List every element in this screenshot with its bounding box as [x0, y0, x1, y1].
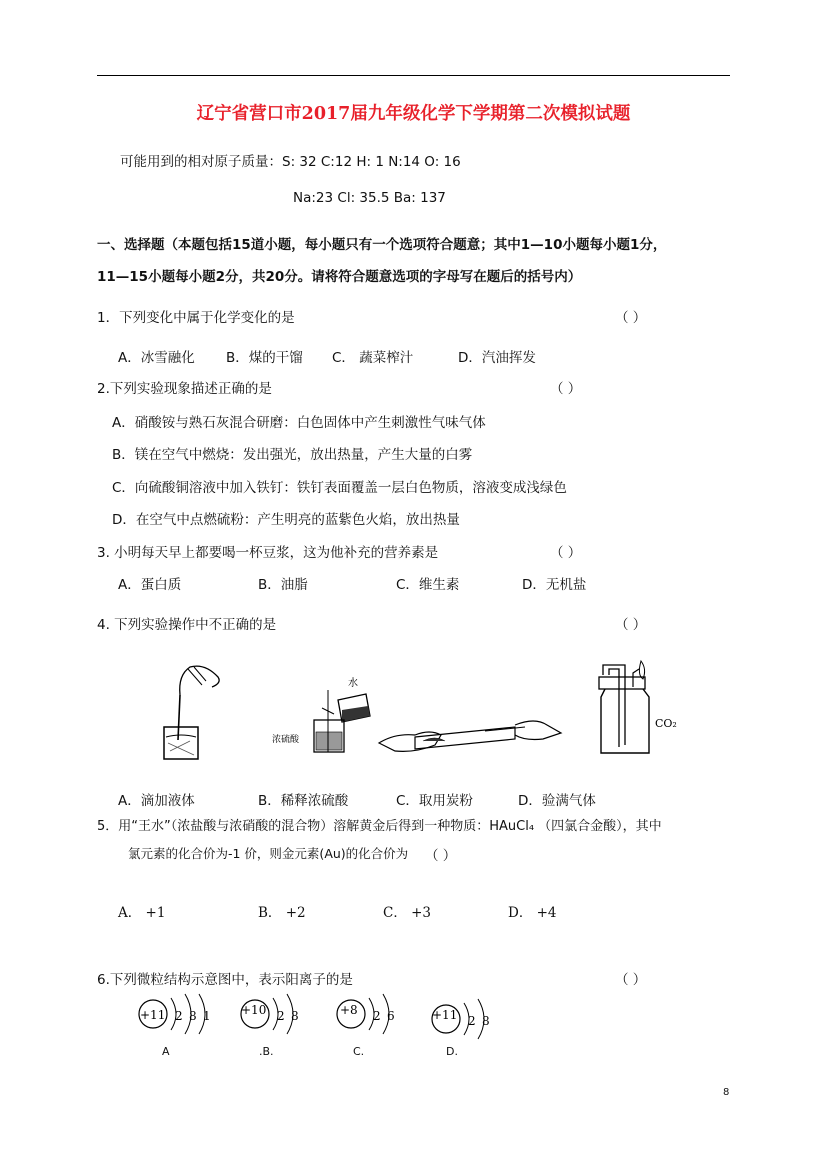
page-number: 8 [723, 1087, 730, 1098]
q3-option-d: D．无机盐 [522, 577, 587, 593]
q5-option-d: D． +4 [508, 905, 557, 921]
atom-b-shell-2: 8 [291, 1009, 299, 1023]
q3-option-b: B．油脂 [258, 577, 308, 593]
atom-diagram-b [237, 990, 307, 1035]
q1-option-d: D．汽油挥发 [458, 350, 536, 366]
atom-d-shell-2: 8 [482, 1014, 490, 1028]
figure-d-co2-label: CO₂ [655, 717, 677, 730]
q6-stem: 6.下列微粒结构示意图中，表示阳离子的是 [97, 972, 353, 988]
figure-b-acid-label: 浓硫酸 [272, 735, 300, 745]
atom-b-shell-1: 2 [277, 1009, 285, 1023]
q4-option-c: C．取用炭粉 [396, 793, 473, 809]
q2-option-c: C．向硫酸铜溶液中加入铁钉：铁钉表面覆盖一层白色物质，溶液变成浅绿色 [112, 480, 567, 496]
q4-option-d: D．验满气体 [518, 793, 596, 809]
atom-diagram-c [333, 990, 403, 1035]
q2-stem: 2.下列实验现象描述正确的是 [97, 381, 272, 397]
atom-b-nucleus: +10 [241, 1003, 267, 1017]
atom-label-b: .B. [259, 1045, 274, 1058]
q5-option-c: C． +3 [383, 905, 432, 921]
top-rule [97, 75, 730, 76]
atom-diagram-d [428, 995, 498, 1040]
q6-answer-paren: （ ） [615, 972, 647, 988]
q2-answer-paren: （ ） [550, 381, 582, 397]
atom-d-shell-1: 2 [468, 1014, 476, 1028]
figure-d-gas-bottle [595, 655, 685, 760]
atom-label-c: C. [353, 1045, 365, 1058]
atom-a-shell-3: 1 [203, 1009, 211, 1023]
atom-a-shell-2: 8 [189, 1009, 197, 1023]
q5-stem-line-2: 氯元素的化合价为-1 价，则金元素(Au)的化合价为 [128, 846, 409, 861]
page-title: 辽宁省营口市2017届九年级化学下学期第二次模拟试题 [196, 104, 631, 124]
q4-stem: 4. 下列实验操作中不正确的是 [97, 617, 277, 633]
q4-option-b: B．稀释浓硫酸 [258, 793, 349, 809]
q3-option-c: C．维生素 [396, 577, 460, 593]
figure-a-dropper [150, 655, 230, 765]
q5-option-a: A． +1 [118, 905, 166, 921]
atom-c-nucleus: +8 [340, 1003, 358, 1017]
q4-option-a: A．滴加液体 [118, 793, 195, 809]
atom-c-shell-2: 6 [387, 1009, 395, 1023]
q5-stem-line-1: 5．用“王水”（浓盐酸与浓硝酸的混合物）溶解黄金后得到一种物质：HAuCl₄ （四氯合金酸），其中 [97, 819, 662, 834]
q1-option-c: C． 蔬菜榨汁 [332, 350, 414, 366]
q1-option-b: B．煤的干馏 [226, 350, 303, 366]
figure-b-water-label: 水 [348, 678, 358, 689]
q2-option-b: B．镁在空气中燃烧：发出强光，放出热量，产生大量的白雾 [112, 447, 473, 463]
atomic-masses-line-2: Na:23 Cl: 35.5 Ba: 137 [293, 190, 446, 206]
q1-stem: 1．下列变化中属于化学变化的是 [97, 310, 295, 326]
q1-option-a: A．冰雪融化 [118, 350, 195, 366]
figure-c-powder [375, 705, 565, 765]
q5-option-b: B． +2 [258, 905, 306, 921]
q3-answer-paren: （ ） [550, 545, 582, 561]
q1-answer-paren: （ ） [615, 310, 647, 326]
atom-label-a: A [162, 1045, 170, 1058]
atom-d-nucleus: +11 [432, 1008, 458, 1022]
q5-answer-paren: （ ） [425, 848, 457, 864]
q2-option-a: A．硝酸铵与熟石灰混合研磨：白色固体中产生刺激性气味气体 [112, 415, 486, 431]
atom-label-d: D. [446, 1045, 458, 1058]
atomic-masses-line-1: 可能用到的相对原子质量：S: 32 C:12 H: 1 N:14 O: 16 [120, 154, 461, 170]
atom-a-shell-1: 2 [175, 1009, 183, 1023]
figure-b-dilution [270, 670, 380, 760]
q4-answer-paren: （ ） [615, 617, 647, 633]
section-heading-line-2: 11—15小题每小题2分，共20分。请将符合题意选项的字母写在题后的括号内） [97, 269, 582, 285]
atom-a-nucleus: +11 [140, 1008, 166, 1022]
atom-c-shell-1: 2 [373, 1009, 381, 1023]
q3-option-a: A．蛋白质 [118, 577, 182, 593]
atom-diagram-a [135, 990, 215, 1035]
q3-stem: 3. 小明每天早上都要喝一杯豆浆，这为他补充的营养素是 [97, 545, 439, 561]
section-heading-line-1: 一、选择题（本题包括15道小题，每小题只有一个选项符合题意；其中1—10小题每小题1分， [97, 237, 667, 253]
q2-option-d: D．在空气中点燃硫粉：产生明亮的蓝紫色火焰，放出热量 [112, 512, 460, 528]
